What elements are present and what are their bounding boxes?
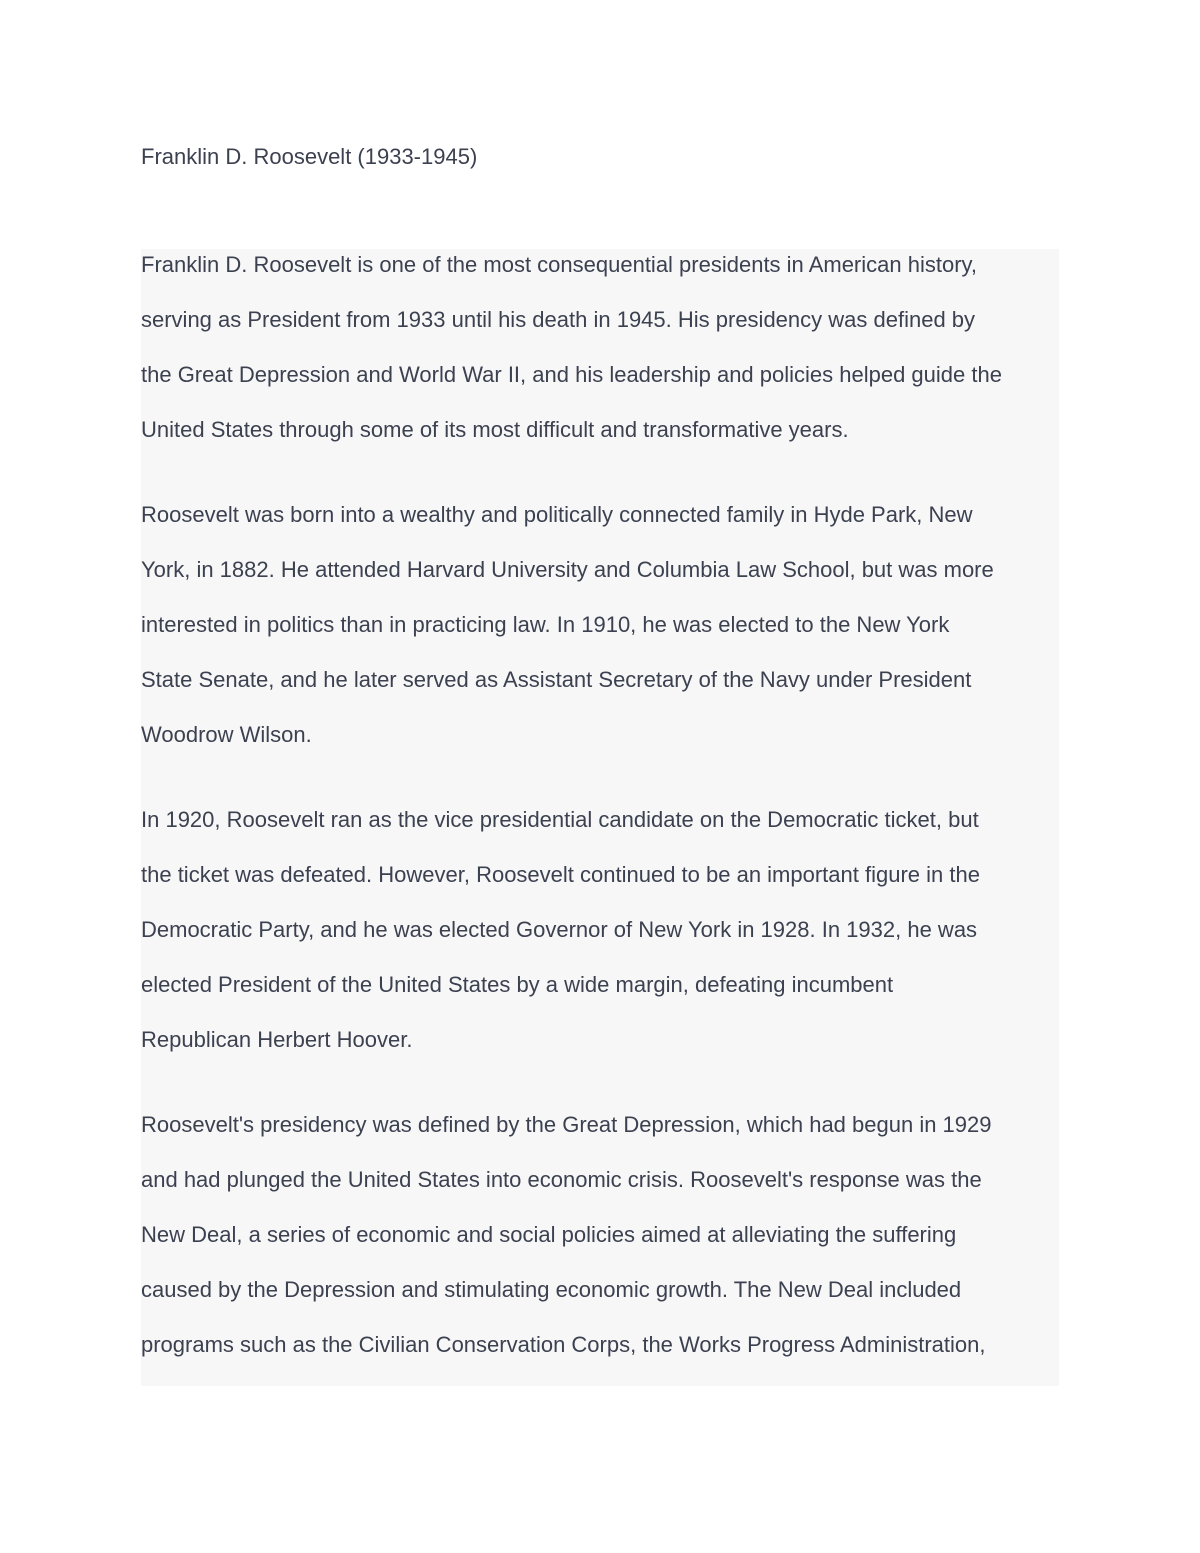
paragraph-line: Democratic Party, and he was elected Governor of New York in 1928. In 1932, he was	[141, 917, 978, 942]
paragraph-line: In 1920, Roosevelt ran as the vice presidential candidate on the Democratic ticket, but	[141, 807, 979, 832]
paragraph-line: the ticket was defeated. However, Roosevelt continued to be an important figure in the	[141, 862, 980, 887]
paragraph-line: Roosevelt was born into a wealthy and politically connected family in Hyde Park, New	[141, 502, 973, 527]
paragraph-line: United States through some of its most difficult and transformative years.	[141, 417, 849, 442]
paragraph-line: serving as President from 1933 until his death in 1945. His presidency was defined by	[141, 307, 976, 332]
paragraph-line: and had plunged the United States into economic crisis. Roosevelt's response was the	[141, 1167, 982, 1192]
paragraph-line: programs such as the Civilian Conservation Corps, the Works Progress Administration,	[141, 1332, 986, 1357]
paragraph-line: Republican Herbert Hoover.	[141, 1027, 413, 1052]
paragraph-2	[141, 498, 994, 773]
paragraph-3	[141, 803, 980, 1078]
paragraph-line: Roosevelt's presidency was defined by the Great Depression, which had begun in 1929	[141, 1112, 992, 1137]
paragraph-line: New Deal, a series of economic and social policies aimed at alleviating the suffering	[141, 1222, 957, 1247]
paragraph-line: interested in politics than in practicing law. In 1910, he was elected to the New York	[141, 612, 950, 637]
paragraph-4	[141, 1108, 992, 1383]
paragraph-line: elected President of the United States by a wide margin, defeating incumbent	[141, 972, 894, 997]
paragraph-line: caused by the Depression and stimulating economic growth. The New Deal included	[141, 1277, 962, 1302]
paragraph-line: State Senate, and he later served as Assistant Secretary of the Navy under President	[141, 667, 972, 692]
paragraph-1	[141, 248, 1002, 468]
paragraph-line: the Great Depression and World War II, and his leadership and policies helped guide the	[141, 362, 1002, 387]
document-title: Franklin D. Roosevelt (1933-1945)	[141, 144, 478, 169]
paragraph-line: Franklin D. Roosevelt is one of the most consequential presidents in American history,	[141, 252, 977, 277]
paragraph-line: Woodrow Wilson.	[141, 722, 312, 747]
paragraph-line: York, in 1882. He attended Harvard University and Columbia Law School, but was more	[141, 557, 994, 582]
